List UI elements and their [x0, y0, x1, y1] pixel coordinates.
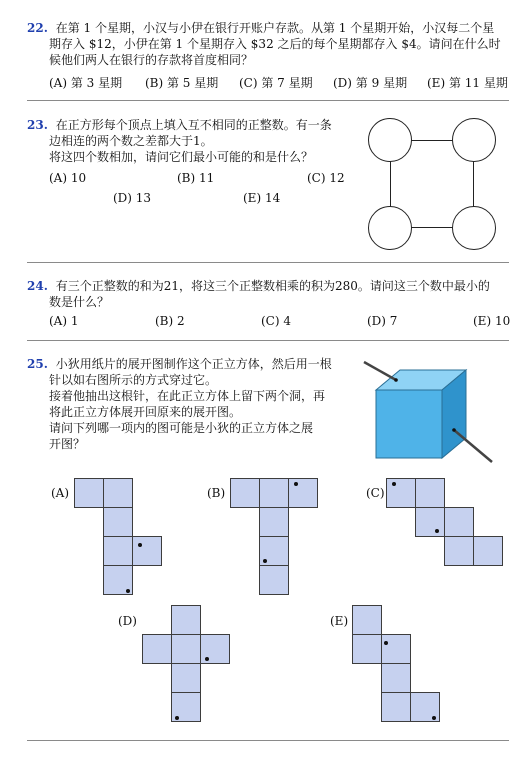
hole-dot — [432, 716, 436, 720]
question-text-line: 接着他抽出这根针，在此正立方体上留下两个洞，再 — [49, 389, 326, 403]
question-text-line: 请问下列哪一项内的图可能是小狄的正立方体之展 — [49, 421, 314, 435]
option-a[interactable]: (A) 10 — [49, 171, 87, 185]
hole-dot — [435, 529, 439, 533]
question-text-line: 在第 1 个星期，小汉与小伊在银行开账户存款。从第 1 个星期开始，小汉每二个星 — [55, 21, 495, 35]
net-cell — [444, 536, 474, 566]
hole-dot — [126, 589, 130, 593]
net-cell — [381, 663, 411, 693]
net-cell — [473, 536, 503, 566]
question-text-line: 期存入 $12，小伊在第 1 个星期存入 $32 之后的每个星期都存入 $4。请问在什么时 — [49, 37, 501, 51]
net-cell — [259, 478, 289, 508]
option-a[interactable]: (A) 第 3 星期 — [49, 76, 123, 90]
option-b[interactable]: (B) 第 5 星期 — [145, 76, 219, 90]
hole-dot — [294, 482, 298, 486]
net-cell — [444, 507, 474, 537]
needle-bottom — [454, 430, 492, 462]
option-c[interactable]: (C) 12 — [307, 171, 345, 185]
question-number: 22. — [27, 21, 48, 35]
question-text-line: 数是什么？ — [49, 295, 110, 309]
question-text-line: 候他们两人在银行的存款将首度相同？ — [49, 53, 254, 67]
hole-dot — [263, 559, 267, 563]
hole-dot — [138, 543, 142, 547]
question-22 — [27, 20, 517, 68]
question-number: 25. — [27, 357, 48, 371]
question-text-line: 有三个正整数的和为21，将这三个正整数相乘的积为280。请问这三个数中最小的 — [55, 279, 490, 293]
net-cell — [74, 478, 104, 508]
divider — [27, 340, 509, 341]
needle-hole-top — [394, 378, 398, 382]
question-text-line: 在正方形每个顶点上填入互不相同的正整数。有一条 — [55, 118, 332, 132]
option-d[interactable]: (D) 第 9 星期 — [333, 76, 408, 90]
net-cell — [352, 634, 382, 664]
net-cell — [103, 536, 133, 566]
net-label-d: (D) — [118, 614, 137, 628]
hole-dot — [175, 716, 179, 720]
divider — [27, 100, 509, 101]
question-text-line: 将这四个数相加，请问它们最小可能的和是什么？ — [49, 150, 314, 164]
needle-top — [364, 362, 396, 380]
question-25 — [27, 356, 367, 452]
question-number: 24. — [27, 279, 48, 293]
needle-hole-right — [452, 428, 456, 432]
net-cell — [288, 478, 318, 508]
vertex-circle-top-right[interactable] — [452, 118, 496, 162]
hole-dot — [205, 657, 209, 661]
net-cell — [381, 634, 411, 664]
net-label-c: (C) — [366, 486, 385, 500]
option-d[interactable]: (D) 13 — [113, 191, 152, 205]
question-text-line: 边相连的两个数之差都大于1。 — [49, 134, 213, 148]
question-23 — [27, 117, 347, 165]
net-cell — [386, 478, 416, 508]
option-b[interactable]: (B) 11 — [177, 171, 215, 185]
hole-dot — [384, 641, 388, 645]
net-cell — [259, 507, 289, 537]
cube-with-needle-figure — [362, 356, 504, 466]
option-b[interactable]: (B) 2 — [155, 314, 185, 328]
net-cell — [230, 478, 260, 508]
divider — [27, 262, 509, 263]
net-cell — [415, 507, 445, 537]
vertex-circle-bottom-right[interactable] — [452, 206, 496, 250]
vertex-circle-bottom-left[interactable] — [368, 206, 412, 250]
net-cell — [171, 634, 201, 664]
net-label-e: (E) — [330, 614, 349, 628]
question-number: 23. — [27, 118, 48, 132]
option-d[interactable]: (D) 7 — [367, 314, 398, 328]
net-cell — [132, 536, 162, 566]
net-label-a: (A) — [51, 486, 70, 500]
net-cell — [142, 634, 172, 664]
hole-dot — [392, 482, 396, 486]
cube-front-face — [376, 390, 442, 458]
option-e[interactable]: (E) 第 11 星期 — [427, 76, 508, 90]
option-c[interactable]: (C) 第 7 星期 — [239, 76, 313, 90]
net-cell — [103, 507, 133, 537]
option-e[interactable]: (E) 14 — [243, 191, 281, 205]
net-cell — [259, 565, 289, 595]
question-text-line: 开图？ — [49, 437, 86, 451]
net-label-b: (B) — [207, 486, 226, 500]
net-cell — [171, 605, 201, 635]
net-cell — [381, 692, 411, 722]
net-cell — [415, 478, 445, 508]
net-cell — [171, 663, 201, 693]
option-a[interactable]: (A) 1 — [49, 314, 79, 328]
divider — [27, 740, 509, 741]
question-text-line: 将此正立方体展开回原来的展开图。 — [49, 405, 242, 419]
net-cell — [352, 605, 382, 635]
question-text-line: 小狄用纸片的展开图制作这个正立方体，然后用一根 — [55, 357, 332, 371]
question-24 — [27, 278, 517, 310]
question-text-line: 针以如右图所示的方式穿过它。 — [49, 373, 218, 387]
vertex-circle-top-left[interactable] — [368, 118, 412, 162]
option-c[interactable]: (C) 4 — [261, 314, 291, 328]
square-diagram — [368, 118, 496, 250]
option-e[interactable]: (E) 10 — [473, 314, 511, 328]
net-cell — [103, 478, 133, 508]
